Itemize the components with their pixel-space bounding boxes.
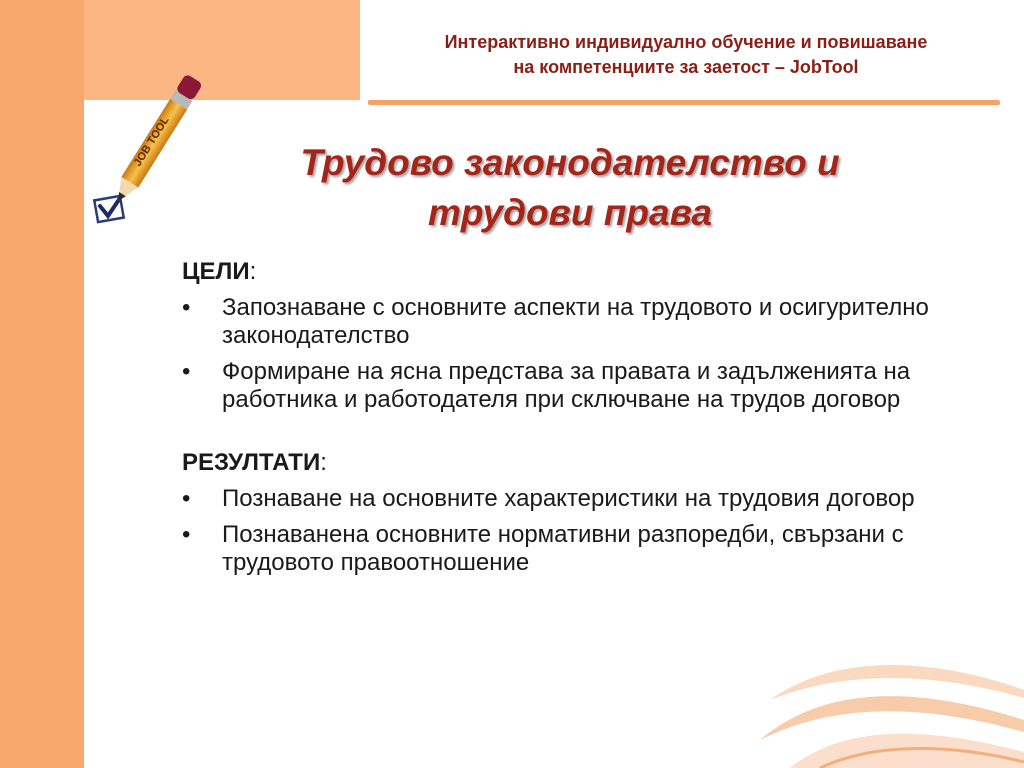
bullet: •	[182, 521, 191, 548]
header-line-2: на компетенциите за заетост – JobTool	[513, 57, 859, 77]
results-list	[182, 485, 962, 577]
list-item: • Формиране на ясна представа за правата и задълженията на работника и работодателя при сключване на трудов договор	[182, 358, 911, 413]
header-title	[370, 30, 1002, 80]
goals-list	[182, 294, 962, 414]
pencil-icon	[110, 73, 203, 206]
bullet: •	[182, 485, 191, 512]
slide-title	[220, 138, 920, 238]
goals-heading: ЦЕЛИ:	[182, 258, 257, 285]
bullet: •	[182, 358, 191, 385]
left-orange-band	[0, 0, 84, 768]
results-heading: РЕЗУЛТАТИ:	[182, 449, 327, 476]
pencil-checkbox-logo	[90, 60, 210, 240]
slide-content	[182, 258, 962, 585]
bullet: •	[182, 294, 191, 321]
logo-text: JOB TOOL	[131, 114, 172, 169]
list-item: • Запознаване с основните аспекти на трудовото и осигурително законодателство	[182, 294, 929, 349]
list-item: • Познаване на основните характеристики на трудовия договор	[182, 485, 915, 512]
header-divider	[368, 100, 1000, 105]
title-line-1: Трудово законодателство и	[300, 142, 840, 183]
title-line-2: трудови права	[427, 192, 713, 233]
list-item: • Познаваненa основните нормативни разпоредби, свързани с трудовото правоотношение	[182, 521, 904, 576]
decorative-swoosh	[760, 640, 1024, 768]
header-line-1: Интерактивно индивидуално обучение и повишаване	[444, 32, 928, 52]
